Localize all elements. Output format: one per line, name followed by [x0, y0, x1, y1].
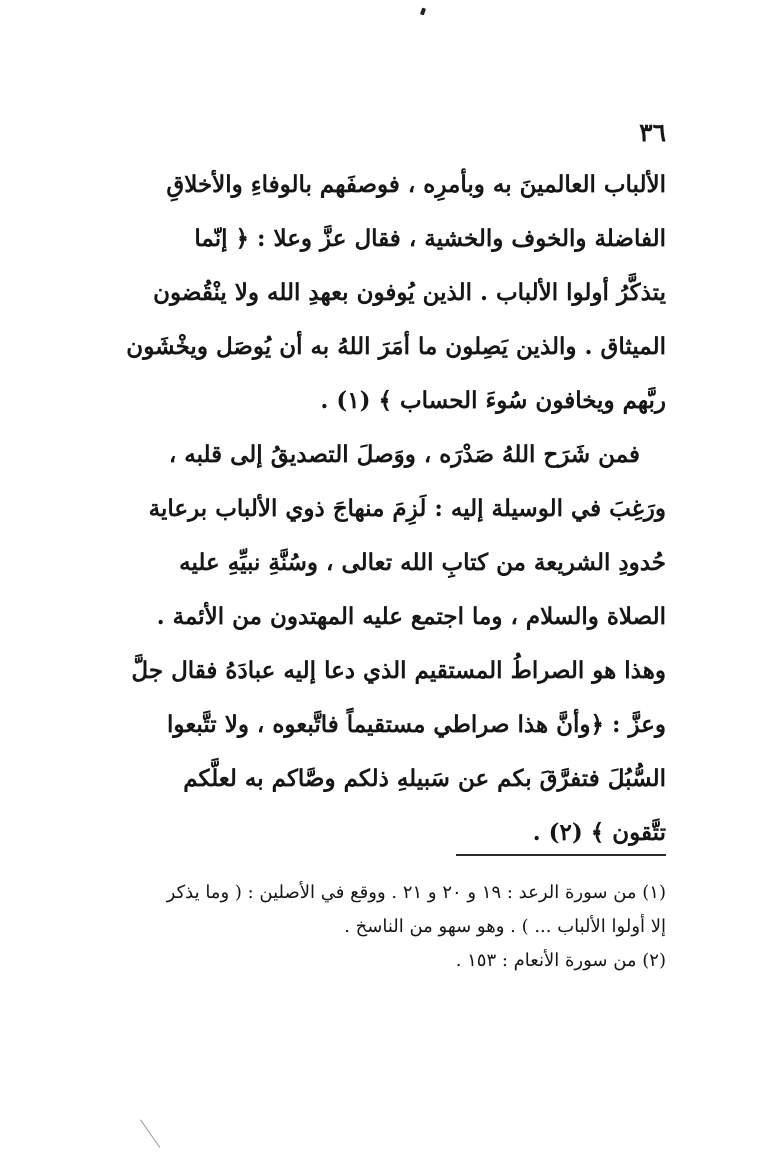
text-line: الفاضلة والخوف والخشية ، فقال عزَّ وعلا : ﴿ إنّما [194, 225, 666, 252]
text-line: الألباب العالمينَ به وبأمرِه ، فوصفَهم بالوفاءِ والأخلاقِ [166, 171, 666, 198]
text-line: وهذا هو الصراطُ المستقيم الذي دعا إليه عبادَهُ فقال جلَّ [131, 657, 666, 684]
text-line: الميثاق . والذين يَصِلون ما أمَرَ اللهُ به أن يُوصَل ويخْشَون [126, 333, 666, 360]
text-line: يتذكَّرُ أولوا الألباب . الذين يُوفون بعهدِ الله ولا ينْقُضون [153, 279, 666, 306]
text-line: تتَّقون ﴾ (٢) . [532, 819, 666, 846]
text-line: فمن شَرَح اللهُ صَدْرَه ، ووَصلَ التصديقُ إلى قلبه ، [168, 441, 640, 468]
text-line: ربَّهم ويخافون سُوءَ الحساب ﴾ (١) . [320, 387, 666, 414]
text-line: ورَغِبَ في الوسيلة إليه : لَزِمَ منهاجَ ذوي الألباب برعاية [148, 495, 666, 522]
paragraph-1 [118, 158, 666, 428]
footnote-line: (٢) من سورة الأنعام : ١٥٣ . [455, 950, 666, 971]
text-line: السُّبُلَ فتفرَّقَ بكم عن سَبيلهِ ذلكم وصَّاكم به لعلَّكم [183, 765, 666, 792]
scan-speck [420, 8, 426, 16]
text-line: الصلاة والسلام ، وما اجتمع عليه المهتدون من الأئمة . [156, 603, 666, 630]
page-number: ٣٦ [639, 118, 666, 147]
text-line: وعزَّ : ﴿وأنَّ هذا صراطي مستقيماً فاتَّبعوه ، ولا تتَّبعوا [167, 711, 666, 738]
footnotes [116, 876, 666, 978]
paragraph-2 [118, 428, 666, 860]
footnote-line: إلا أولوا الألباب ... ) . وهو سهو من الناسخ . [344, 916, 666, 937]
footnote-divider [456, 854, 666, 856]
scan-stray-line [140, 1119, 160, 1147]
text-line: حُدودِ الشريعة من كتابِ الله تعالى ، وسُنَّةِ نبيِّهِ عليه [179, 549, 666, 576]
footnote-line: (١) من سورة الرعد : ١٩ و ٢٠ و ٢١ . ووقع في الأصلين : ( وما يذكر [166, 882, 666, 903]
